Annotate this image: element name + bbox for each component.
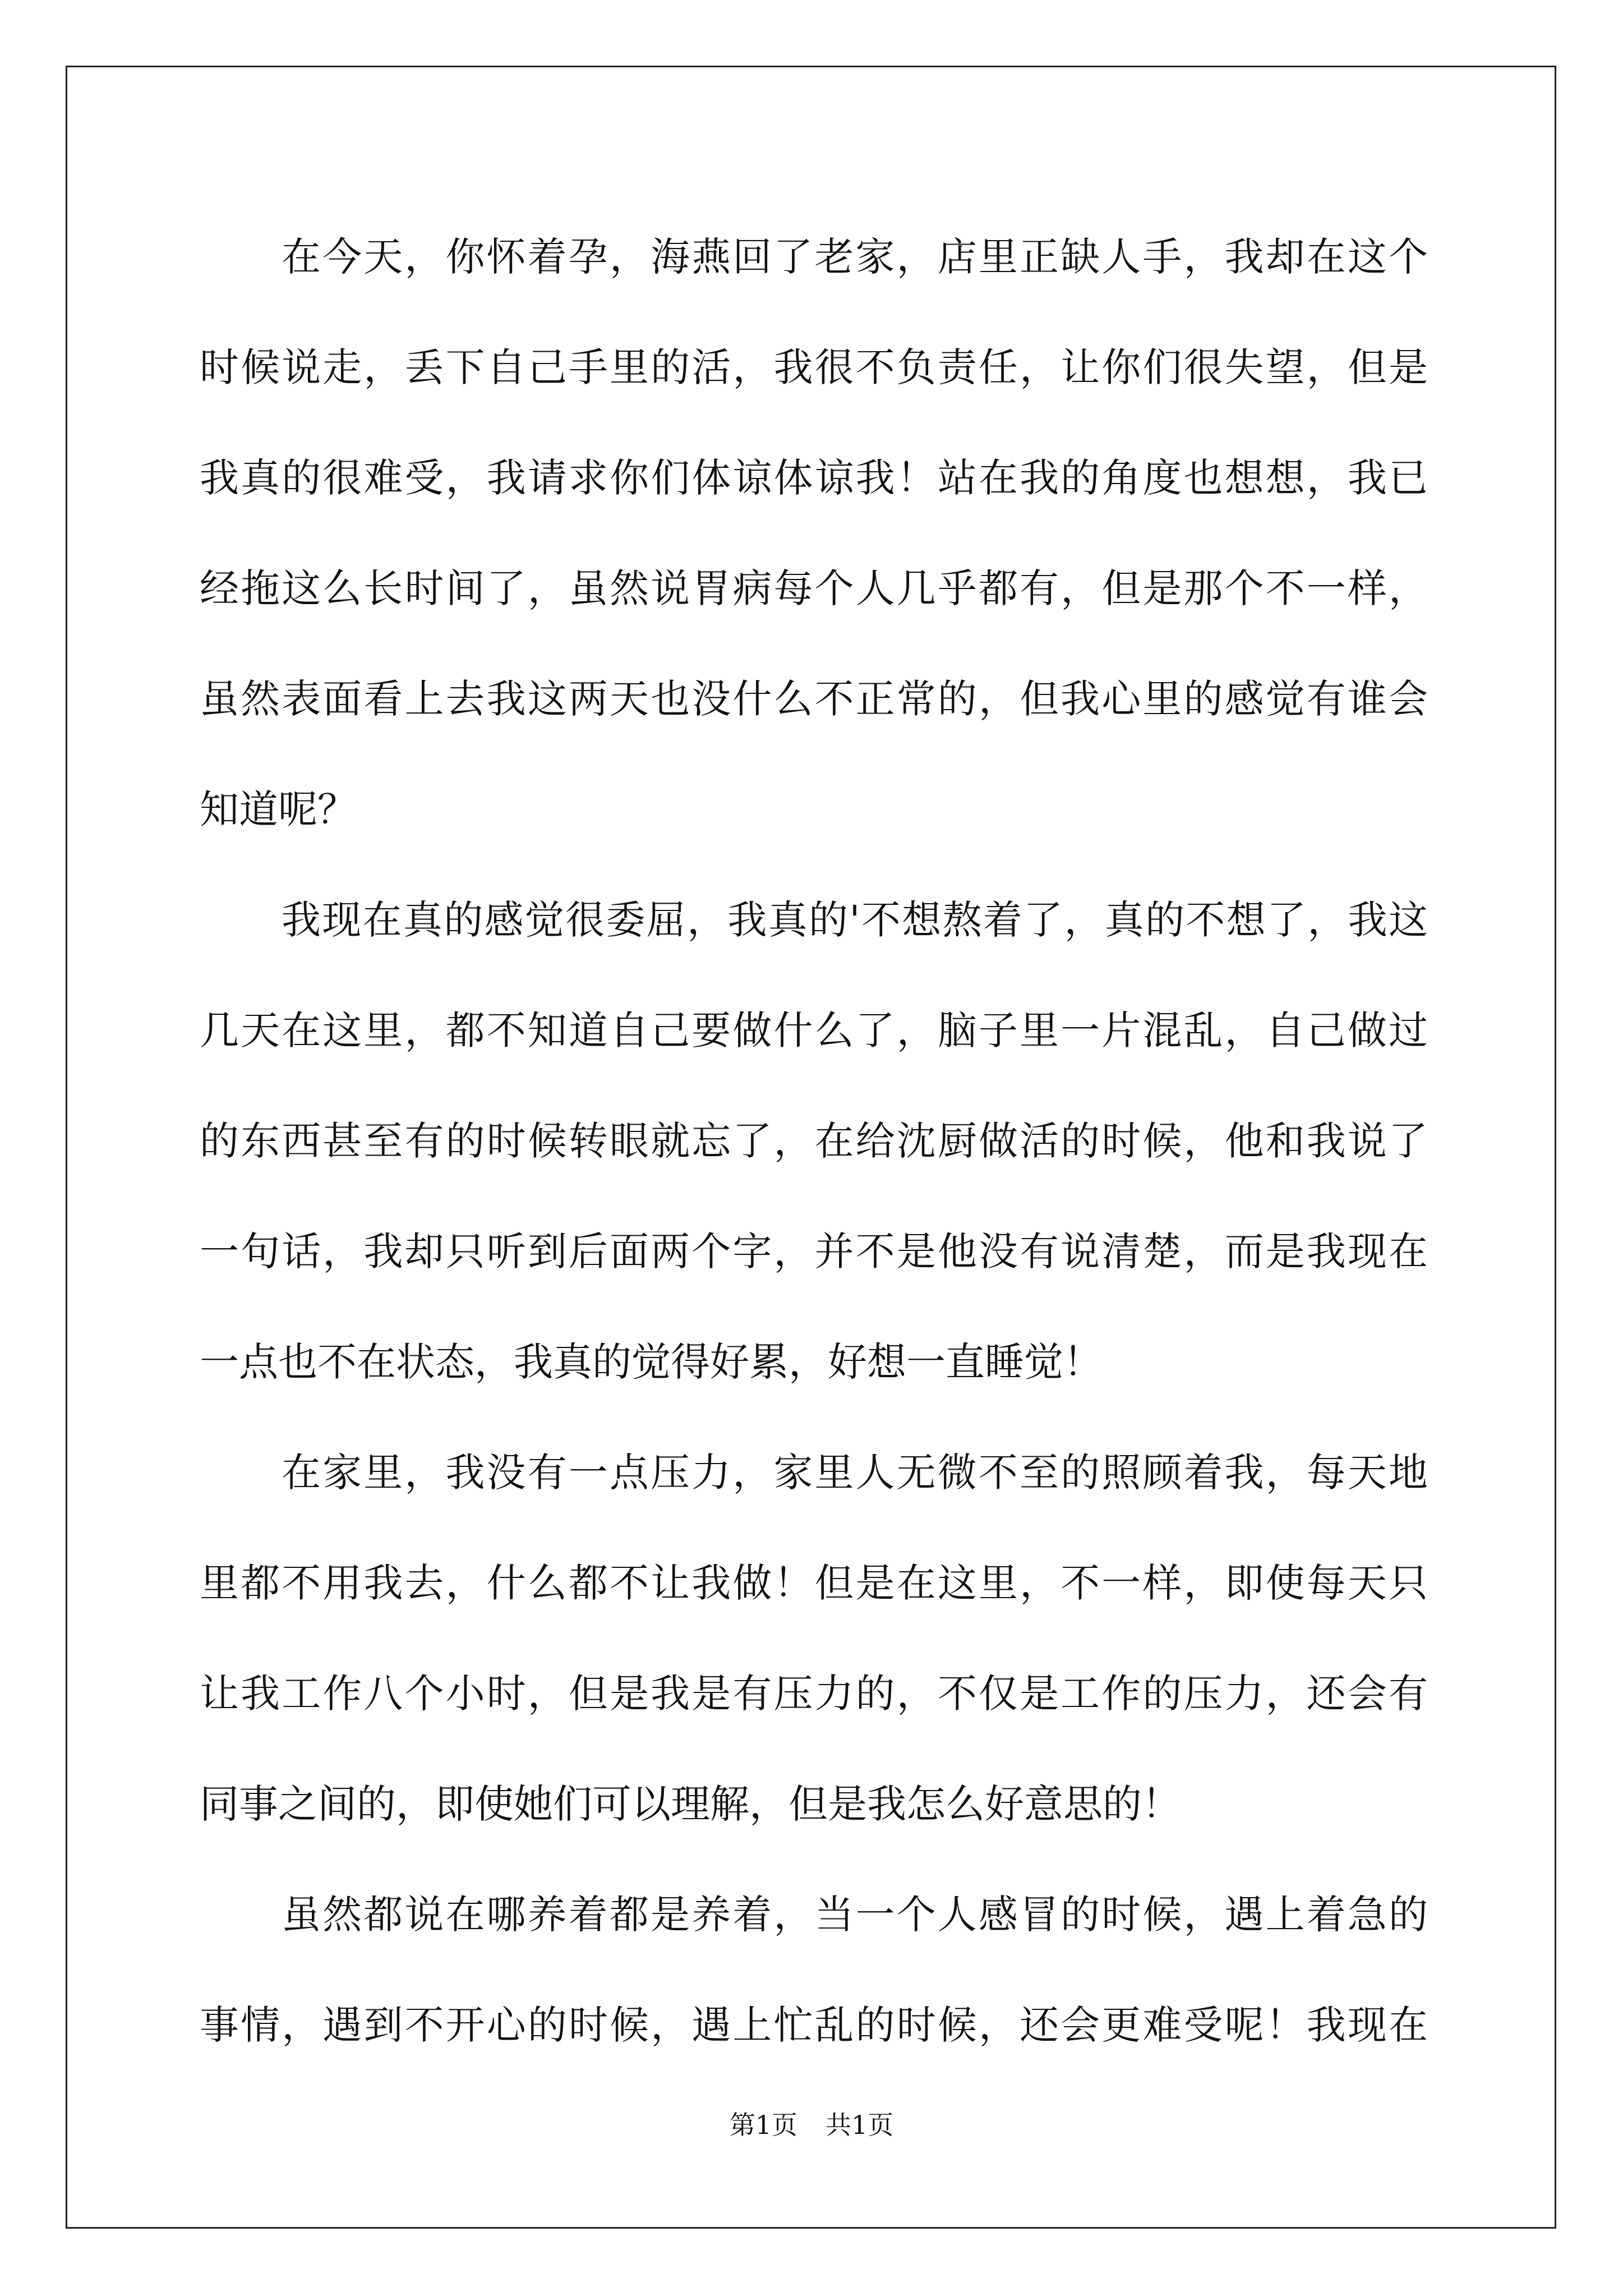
- text-line: 让我工作八个小时，但是我是有压力的，不仅是工作的压力，还会有: [200, 1671, 1428, 1717]
- page-footer: [0, 2108, 1623, 2142]
- text-line: 在家里，我没有一点压力，家里人无微不至的照顾着我，每天地: [282, 1450, 1428, 1496]
- text-line: 在今天，你怀着孕，海燕回了老家，店里正缺人手，我却在这个: [282, 234, 1428, 280]
- text-line: 一句话，我却只听到后面两个字，并不是他没有说清楚，而是我现在: [200, 1228, 1428, 1274]
- text-line: 知道呢？: [200, 786, 357, 832]
- text-line: 我真的很难受，我请求你们体谅体谅我！站在我的角度也想想，我已: [200, 455, 1428, 501]
- text-line: 我现在真的感觉很委屈，我真的'不想熬着了，真的不想了，我这: [282, 897, 1428, 943]
- text-line: 一点也不在状态，我真的觉得好累，好想一直睡觉！: [200, 1339, 1103, 1385]
- text-line: 几天在这里，都不知道自己要做什么了，脑子里一片混乱，自己做过: [200, 1007, 1428, 1053]
- text-line: 虽然都说在哪养着都是养着，当一个人感冒的时候，遇上着急的: [282, 1892, 1428, 1938]
- text-line: 的东西甚至有的时候转眼就忘了，在给沈厨做活的时候，他和我说了: [200, 1118, 1428, 1164]
- text-line: 虽然表面看上去我这两天也没什么不正常的，但我心里的感觉有谁会: [200, 676, 1428, 722]
- page-total: 共1页: [826, 2110, 894, 2140]
- text-line: 经拖这么长时间了，虽然说胃病每个人几乎都有，但是那个不一样，: [200, 565, 1428, 611]
- text-line: 里都不用我去，什么都不让我做！但是在这里，不一样，即使每天只: [200, 1560, 1428, 1606]
- text-line: 时候说走，丢下自己手里的活，我很不负责任，让你们很失望，但是: [200, 344, 1428, 390]
- text-line: 同事之间的，即使她们可以理解，但是我怎么好意思的！: [200, 1781, 1181, 1827]
- page-number: 第1页: [729, 2110, 797, 2140]
- document-body: [200, 202, 1428, 2081]
- text-line: 事情，遇到不开心的时候，遇上忙乱的时候，还会更难受呢！我现在: [200, 2002, 1428, 2048]
